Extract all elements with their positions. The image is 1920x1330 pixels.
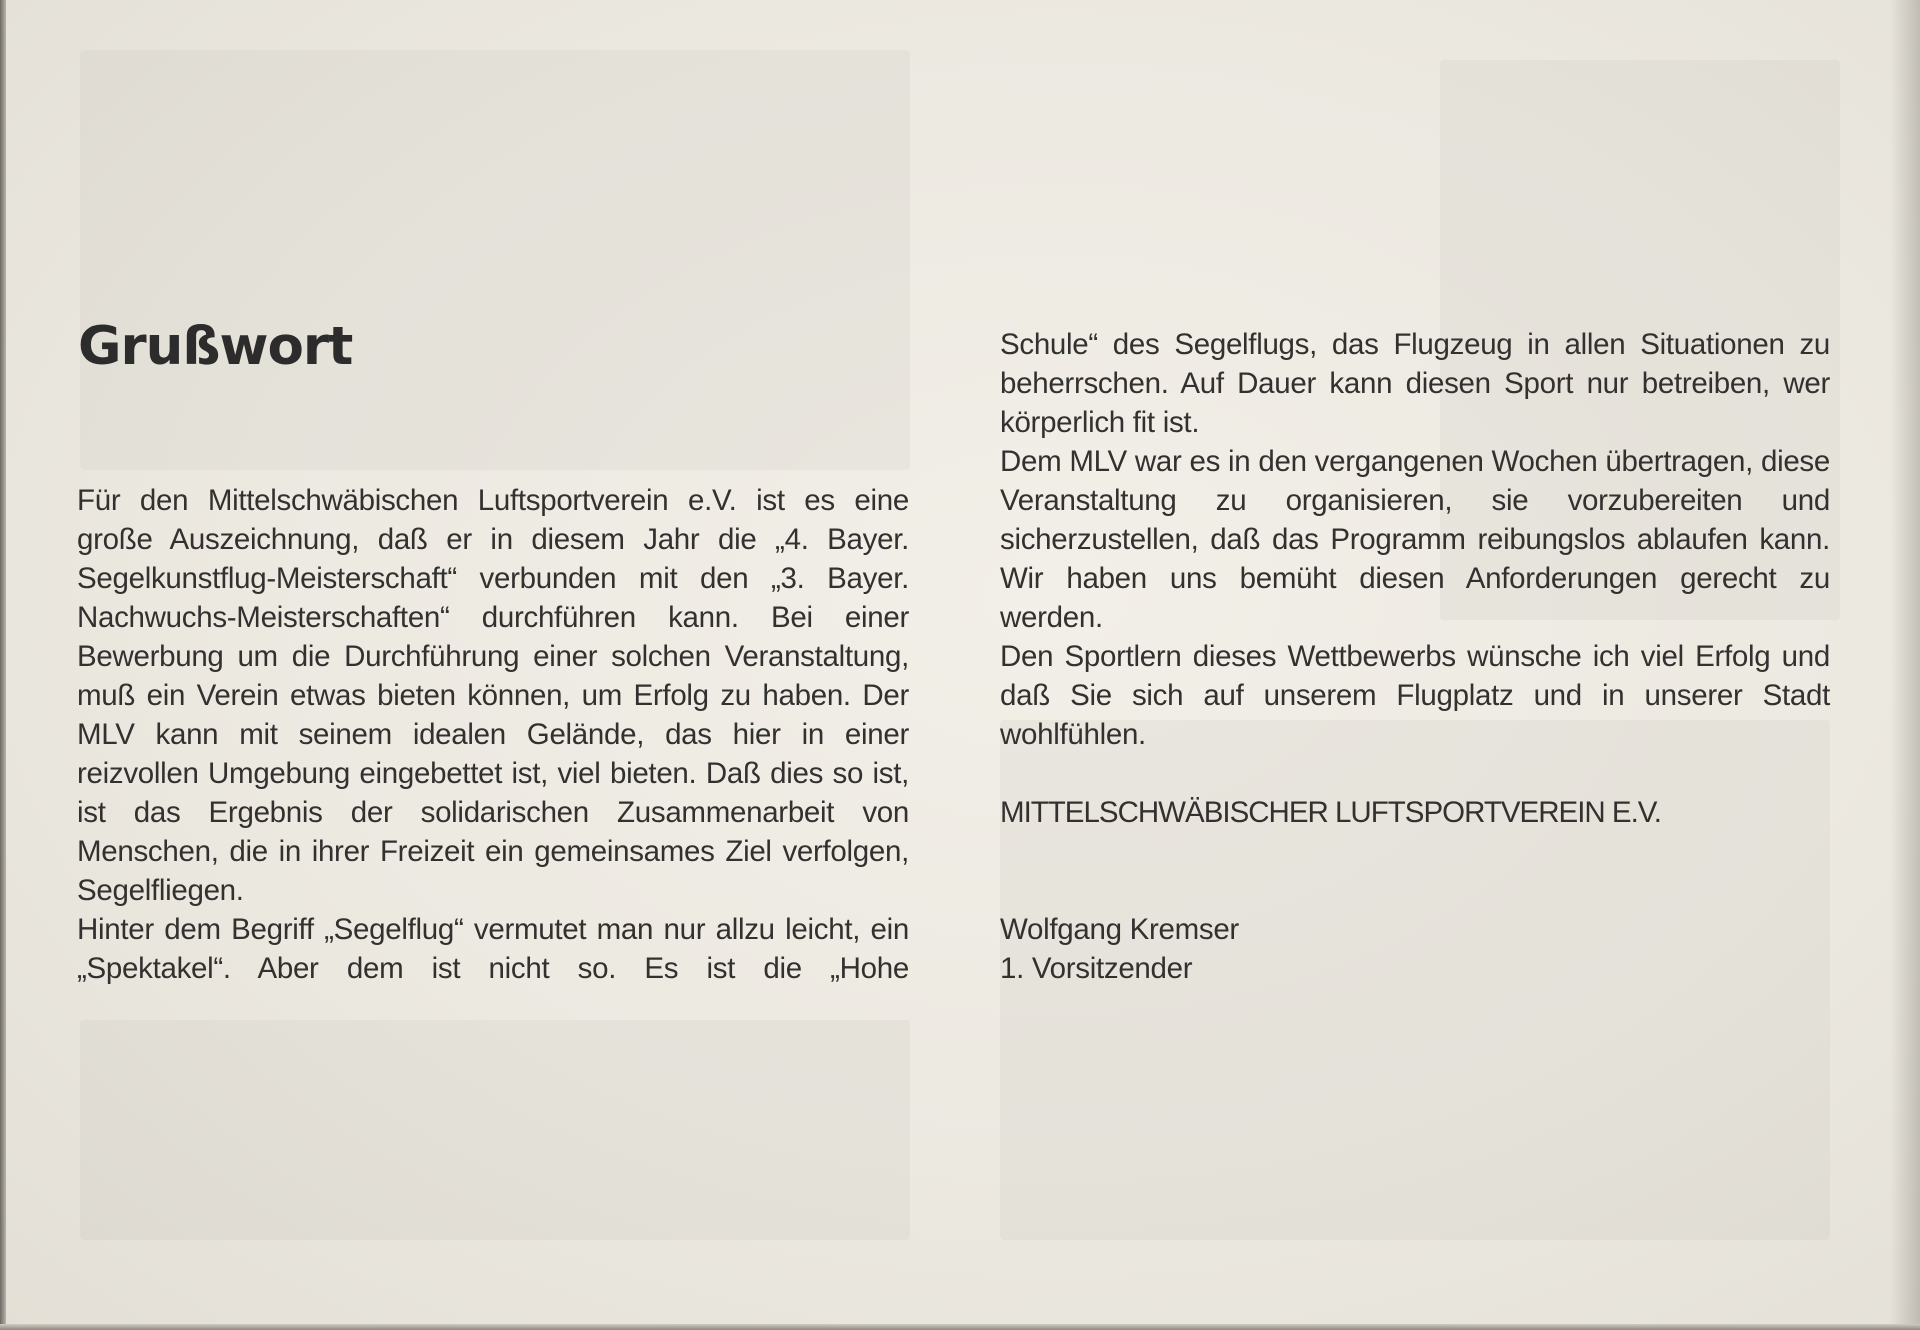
spacer	[1000, 754, 1830, 793]
spacer	[1000, 832, 1830, 910]
show-through-left-block	[80, 50, 910, 470]
paragraph-segelflug: Hinter dem Begriff „Segelflug“ vermutet man nur allzu leicht, ein „Spektakel“. Aber dem ist nicht so. Es ist die „Hohe	[77, 913, 909, 985]
paragraph-wishes: Den Sportlern dieses Wettbewerbs wünsche ich viel Erfolg und daß Sie sich auf unserem Flugplatz und in unserer Stadt wohlfühlen.	[1000, 640, 1830, 751]
page-title: Grußwort	[78, 316, 353, 377]
page-left-edge	[0, 0, 6, 1330]
right-text-column	[1000, 325, 1830, 988]
left-text-column	[77, 481, 909, 988]
page-bottom-edge	[0, 1324, 1920, 1330]
show-through-left-bottom	[80, 1020, 910, 1240]
organization-name: MITTELSCHWÄBISCHER LUFTSPORTVEREIN E.V.	[1000, 796, 1661, 829]
paragraph-organisation: Dem MLV war es in den vergangenen Wochen übertragen, diese Veranstaltung zu organisieren, sie vorzubereiten und sicherzustellen, daß das Programm reibungslos ablaufen kann. Wir haben uns bemüht diesen Anforderungen gerecht zu werden.	[1000, 445, 1830, 634]
signature-name: Wolfgang Kremser	[1000, 913, 1239, 946]
paragraph-hohe-schule: Schule“ des Segelflugs, das Flugzeug in allen Situationen zu beherrschen. Auf Dauer kann diesen Sport nur betreiben, wer körperlich fit ist.	[1000, 328, 1830, 439]
signature-role: 1. Vorsitzender	[1000, 952, 1193, 985]
page-right-shadow	[1890, 0, 1920, 1330]
paragraph-intro: Für den Mittelschwäbischen Luftsportverein e.V. ist es eine große Auszeichnung, daß er in diesem Jahr die „4. Bayer. Segelkunstflug-Meisterschaft“ verbunden mit den „3. Bayer. Nachwuchs-Meisterschaften“ durchführen kann. Bei einer Bewerbung um die Durchführung einer solchen Veranstaltung, muß ein Verein etwas bieten können, um Erfolg zu haben. Der MLV kann mit seinem idealen Gelände, das hier in einer reizvollen Umgebung eingebettet ist, viel bieten. Daß dies so ist, ist das Ergebnis der solidarischen Zusammenarbeit von Menschen, die in ihrer Freizeit ein gemeinsames Ziel verfolgen, Segelfliegen.	[77, 484, 909, 907]
